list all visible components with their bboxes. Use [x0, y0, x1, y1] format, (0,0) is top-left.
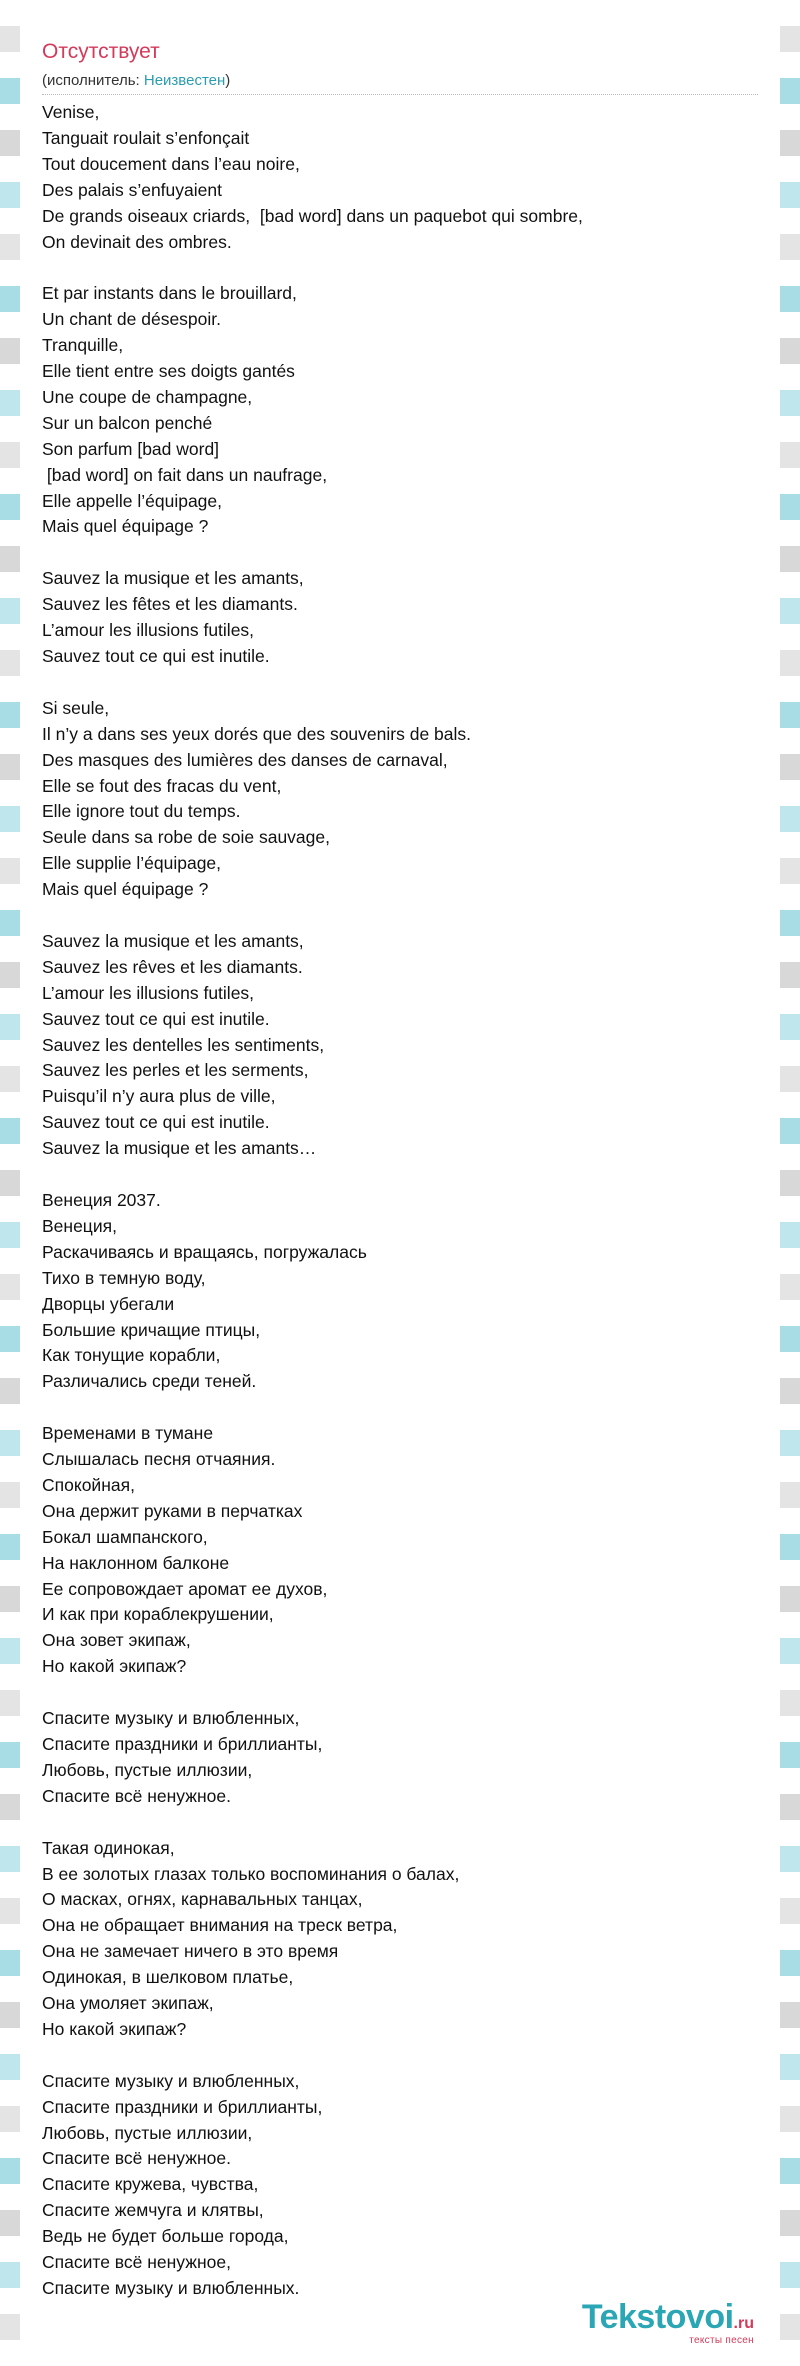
lyrics-line: Mais quel équipage ? — [42, 879, 209, 900]
lyrics-line: Спасите всё ненужное, — [42, 2252, 231, 2273]
lyrics-stanza — [42, 2069, 758, 2302]
lyrics-line: Elle appelle l’équipage, — [42, 490, 222, 511]
lyrics-line: Sur un balcon penché — [42, 412, 213, 433]
lyrics-line: Elle se fout des fracas du vent, — [42, 775, 282, 796]
lyrics-line: Mais quel équipage ? — [42, 516, 209, 537]
lyrics-line: Она умоляет экипаж, — [42, 1993, 214, 2014]
lyrics-line: Sauvez tout ce qui est inutile. — [42, 1112, 270, 1133]
lyrics-line: L’amour les illusions futiles, — [42, 982, 255, 1003]
song-title: Отсутствует — [42, 40, 160, 63]
lyrics-line: Спасите всё ненужное. — [42, 2148, 231, 2169]
lyrics-line: Sauvez les fêtes et les diamants. — [42, 594, 298, 615]
lyrics-line: Sauvez la musique et les amants, — [42, 930, 304, 951]
lyrics-line: Seule dans sa robe de soie sauvage, — [42, 827, 330, 848]
lyrics-line: Tout doucement dans l’eau noire, — [42, 153, 300, 174]
lyrics-line: Une coupe de champagne, — [42, 386, 253, 407]
lyrics-line: Des palais s’enfuyaient — [42, 179, 222, 200]
lyrics-line: Но какой экипаж? — [42, 2018, 187, 2039]
lyrics-line: Любовь, пустые иллюзии, — [42, 1759, 253, 1780]
logo-name: Tekstovoi — [581, 2298, 734, 2336]
lyrics-line: Спасите праздники и бриллианты, — [42, 2096, 323, 2117]
lyrics-line: Et par instants dans le brouillard, — [42, 283, 297, 304]
lyrics-line: On devinait des ombres. — [42, 231, 232, 252]
lyrics-line: Des masques des lumières des danses de carnaval, — [42, 749, 448, 770]
lyrics-line: Puisqu’il n’y aura plus de ville, — [42, 1086, 276, 1107]
lyrics-line: Тихо в темную воду, — [42, 1267, 206, 1288]
lyrics-line: Ведь не будет больше города, — [42, 2226, 289, 2247]
lyrics-stanza — [42, 100, 758, 255]
lyrics-line: Спасите всё ненужное. — [42, 1785, 231, 1806]
lyrics-line: Спасите жемчуга и клятвы, — [42, 2200, 264, 2221]
lyrics-line: De grands oiseaux criards, [bad word] dans un paquebot qui sombre, — [42, 205, 583, 226]
lyrics-stanza — [42, 929, 758, 1162]
content-panel — [20, 0, 780, 2366]
lyrics-line: Она не замечает ничего в это время — [42, 1941, 339, 1962]
lyrics-line: Sauvez les rêves et les diamants. — [42, 956, 303, 977]
site-logo[interactable] — [582, 2300, 754, 2346]
lyrics-line: Sauvez la musique et les amants, — [42, 568, 304, 589]
lyrics-line: Sauvez tout ce qui est inutile. — [42, 646, 270, 666]
lyrics-line: Венеция, — [42, 1215, 117, 1236]
artist-suffix: ) — [225, 72, 231, 89]
lyrics-line: Спасите музыку и влюбленных, — [42, 1708, 300, 1729]
lyrics-line: Спасите музыку и влюбленных, — [42, 2070, 300, 2091]
lyrics-line: Elle supplie l’équipage, — [42, 853, 222, 874]
lyrics-line: Она держит руками в перчатках — [42, 1500, 303, 1521]
lyrics-line: Tanguait roulait s’enfonçait — [42, 127, 250, 148]
lyrics-line: О масках, огнях, карнавальных танцах, — [42, 1889, 363, 1910]
lyrics-stanza — [42, 1188, 758, 1395]
lyrics-line: Спасите праздники и бриллианты, — [42, 1733, 323, 1754]
lyrics-line: Si seule, — [42, 697, 110, 718]
lyrics-body — [42, 100, 758, 2328]
lyrics-line: Она не обращает внимания на треск ветра, — [42, 1915, 398, 1936]
lyrics-line: Venise, — [42, 102, 100, 122]
lyrics-stanza — [42, 1421, 758, 1680]
lyrics-stanza — [42, 566, 758, 670]
lyrics-line: Одинокая, в шелковом платье, — [42, 1967, 294, 1988]
lyrics-line: Elle ignore tout du temps. — [42, 801, 241, 822]
lyrics-line: Венеция 2037. — [42, 1189, 161, 1210]
artist-link[interactable]: Неизвестен — [143, 72, 226, 89]
lyrics-line: И как при кораблекрушении, — [42, 1604, 274, 1625]
lyrics-line: Дворцы убегали — [42, 1293, 175, 1314]
lyrics-line: Sauvez la musique et les amants… — [42, 1138, 317, 1159]
lyrics-line: [bad word] on fait dans un naufrage, — [42, 464, 328, 485]
lyrics-line: Бокал шампанского, — [42, 1526, 208, 1547]
lyrics-line: Слышалась песня отчаяния. — [42, 1449, 276, 1470]
lyrics-stanza — [42, 1836, 758, 2043]
artist-prefix: (исполнитель: — [42, 72, 144, 89]
lyrics-line: Различались среди теней. — [42, 1371, 257, 1392]
lyrics-line: Спасите музыку и влюбленных. — [42, 2277, 300, 2298]
lyrics-line: Tranquille, — [42, 335, 124, 356]
lyrics-line: Как тонущие корабли, — [42, 1345, 221, 1366]
lyrics-line: Sauvez les dentelles les sentiments, — [42, 1034, 325, 1055]
logo-tagline: тексты песен — [689, 2335, 754, 2346]
lyrics-line: Sauvez les perles et les serments, — [42, 1060, 309, 1081]
lyrics-line: В ее золотых глазах только воспоминания о балах, — [42, 1863, 460, 1884]
lyrics-stanza — [42, 696, 758, 903]
lyrics-line: Sauvez tout ce qui est inutile. — [42, 1008, 270, 1029]
lyrics-stanza — [42, 281, 758, 540]
lyrics-stanza — [42, 1706, 758, 1810]
lyrics-line: Она зовет экипаж, — [42, 1630, 191, 1651]
lyrics-line: Un chant de désespoir. — [42, 309, 222, 330]
lyrics-line: Любовь, пустые иллюзии, — [42, 2122, 253, 2143]
lyrics-line: L’amour les illusions futiles, — [42, 620, 255, 641]
lyrics-line: Большие кричащие птицы, — [42, 1319, 261, 1340]
artist-line — [42, 72, 230, 89]
lyrics-line: Раскачиваясь и вращаясь, погружалась — [42, 1241, 367, 1262]
lyrics-line: Временами в тумане — [42, 1423, 214, 1444]
lyrics-line: Но какой экипаж? — [42, 1656, 187, 1677]
logo-domain: .ru — [733, 2315, 754, 2332]
lyrics-line: Спасите кружева, чувства, — [42, 2174, 259, 2195]
lyrics-line: На наклонном балконе — [42, 1552, 230, 1573]
lyrics-line: Il n’y a dans ses yeux dorés que des souvenirs de bals. — [42, 723, 471, 744]
lyrics-line: Такая одинокая, — [42, 1837, 175, 1858]
lyrics-line: Спокойная, — [42, 1474, 135, 1495]
lyrics-line: Son parfum [bad word] — [42, 438, 220, 459]
lyrics-line: Ее сопровождает аромат ее духов, — [42, 1578, 328, 1599]
title-divider — [42, 94, 758, 95]
lyrics-line: Elle tient entre ses doigts gantés — [42, 361, 295, 382]
